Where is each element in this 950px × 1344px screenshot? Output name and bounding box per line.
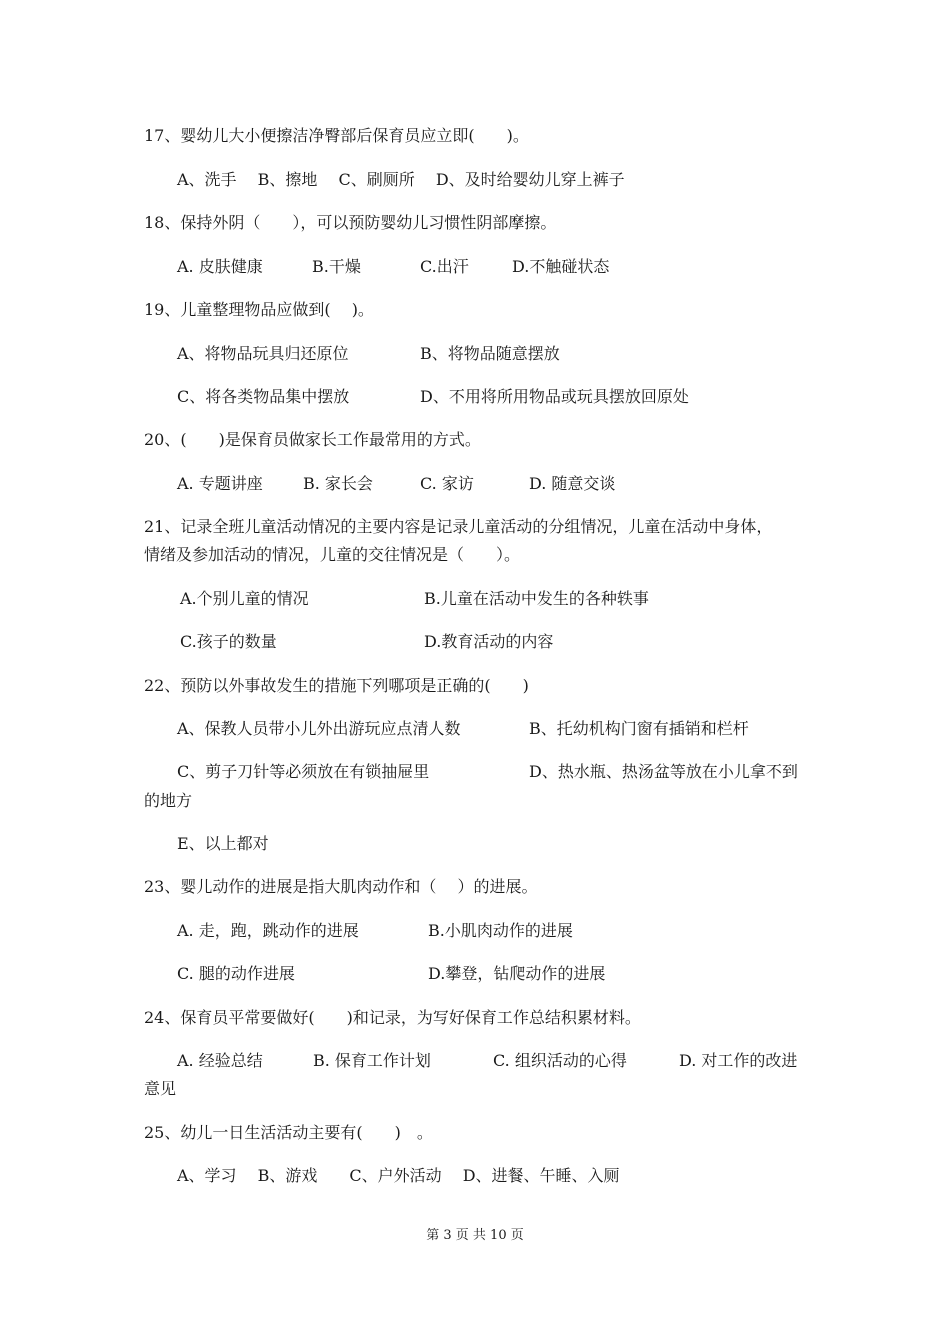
question-21-stem-line2: 情绪及参加活动的情况，儿童的交往情况是（ ）。 <box>144 545 521 564</box>
question-21-option-d: D.教育活动的内容 <box>424 632 554 651</box>
question-20-option-a: A. 专题讲座 <box>177 474 263 493</box>
page-number-footer: 第 3 页 共 10 页 <box>426 1228 524 1243</box>
question-17-options: A、洗手 B、擦地 C、刷厕所 D、及时给婴幼儿穿上裤子 <box>177 170 625 189</box>
question-21-stem-line1: 21、记录全班儿童活动情况的主要内容是记录儿童活动的分组情况，儿童在活动中身体， <box>144 517 773 536</box>
question-20-option-b: B. 家长会 <box>303 474 373 493</box>
question-23-stem: 23、婴儿动作的进展是指大肌肉动作和（ ）的进展。 <box>144 877 538 896</box>
question-21-option-a: A.个别儿童的情况 <box>180 589 309 608</box>
question-19-option-b: B、将物品随意摆放 <box>420 344 560 363</box>
question-18-option-b: B.干燥 <box>312 257 361 276</box>
question-22-option-d-line1: D、热水瓶、热汤盆等放在小儿拿不到 <box>529 762 798 781</box>
question-23-option-a: A. 走，跑，跳动作的进展 <box>177 921 359 940</box>
question-20-stem: 20、( )是保育员做家长工作最常用的方式。 <box>144 430 481 449</box>
question-18-option-c: C.出汗 <box>420 257 469 276</box>
question-24-option-d-line2: 意见 <box>144 1079 177 1098</box>
question-20-option-d: D. 随意交谈 <box>529 474 616 493</box>
question-22-option-e: E、以上都对 <box>177 834 269 853</box>
question-22-option-a: A、保教人员带小儿外出游玩应点清人数 <box>177 719 461 738</box>
question-18-option-d: D.不触碰状态 <box>512 257 610 276</box>
question-23-option-c: C. 腿的动作进展 <box>177 964 295 983</box>
question-18-option-a: A. 皮肤健康 <box>177 257 263 276</box>
question-25-options: A、学习 B、游戏 C、户外活动 D、进餐、午睡、入厕 <box>177 1166 620 1185</box>
question-18-stem: 18、保持外阴（ ），可以预防婴幼儿习惯性阴部摩擦。 <box>144 213 557 232</box>
question-19-option-d: D、不用将所用物品或玩具摆放回原处 <box>420 387 689 406</box>
question-19-option-a: A、将物品玩具归还原位 <box>177 344 349 363</box>
question-23-option-b: B.小肌肉动作的进展 <box>428 921 573 940</box>
question-24-option-a: A. 经验总结 <box>177 1051 263 1070</box>
question-24-stem: 24、保育员平常要做好( )和记录，为写好保育工作总结积累材料。 <box>144 1008 641 1027</box>
question-24-option-b: B. 保育工作计划 <box>313 1051 431 1070</box>
question-22-option-c: C、剪子刀针等必须放在有锁抽屉里 <box>177 762 430 781</box>
question-22-option-b: B、托幼机构门窗有插销和栏杆 <box>529 719 749 738</box>
question-24-option-d-line1: D. 对工作的改进 <box>679 1051 798 1070</box>
question-17-stem: 17、婴幼儿大小便擦洁净臀部后保育员应立即( )。 <box>144 126 529 145</box>
question-20-option-c: C. 家访 <box>420 474 474 493</box>
question-25-stem: 25、幼儿一日生活活动主要有( ) 。 <box>144 1123 433 1142</box>
question-19-option-c: C、将各类物品集中摆放 <box>177 387 350 406</box>
question-23-option-d: D.攀登，钻爬动作的进展 <box>428 964 606 983</box>
question-22-option-d-line2: 的地方 <box>144 791 193 810</box>
question-19-stem: 19、儿童整理物品应做到( )。 <box>144 300 374 319</box>
question-21-option-b: B.儿童在活动中发生的各种轶事 <box>424 589 649 608</box>
question-24-option-c: C. 组织活动的心得 <box>493 1051 627 1070</box>
question-21-option-c: C.孩子的数量 <box>180 632 277 651</box>
question-22-stem: 22、预防以外事故发生的措施下列哪项是正确的( ) <box>144 676 529 695</box>
